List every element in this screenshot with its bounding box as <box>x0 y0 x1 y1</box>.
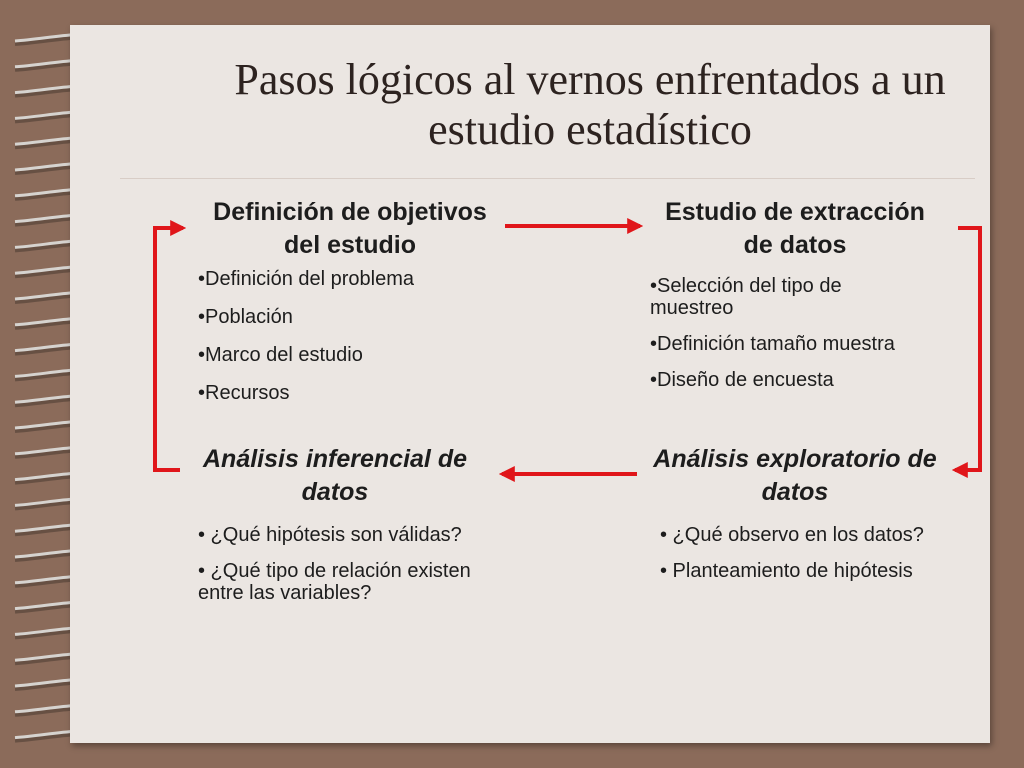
list-item: •Definición tamaño muestra <box>650 333 895 355</box>
list-item: •Diseño de encuesta <box>650 369 834 391</box>
list-item: •Recursos <box>198 382 290 404</box>
list-item: •Marco del estudio <box>198 344 363 366</box>
list-item: • ¿Qué tipo de relación existen entre las variables? <box>198 560 471 604</box>
list-item: •Población <box>198 306 293 328</box>
heading-definicion-objetivos: Definición de objetivos del estudio <box>213 198 487 259</box>
heading-extraccion-datos: Estudio de extracción de datos <box>665 198 925 259</box>
arrow-extraccion-to-exploratorio <box>955 228 980 470</box>
slide-title: Pasos lógicos al vernos enfrentados a un estudio estadístico <box>234 55 946 154</box>
list-item: • ¿Qué hipótesis son válidas? <box>198 524 462 546</box>
heading-analisis-inferencial: Análisis inferencial de datos <box>203 445 467 506</box>
heading-analisis-exploratorio: Análisis exploratorio de datos <box>653 445 937 506</box>
arrow-inferencial-to-definicion <box>155 228 183 470</box>
list-item: • ¿Qué observo en los datos? <box>660 524 924 546</box>
list-item: •Definición del problema <box>198 268 415 290</box>
list-item: • Planteamiento de hipótesis <box>660 560 913 582</box>
list-item: •Selección del tipo de muestreo <box>650 275 842 319</box>
